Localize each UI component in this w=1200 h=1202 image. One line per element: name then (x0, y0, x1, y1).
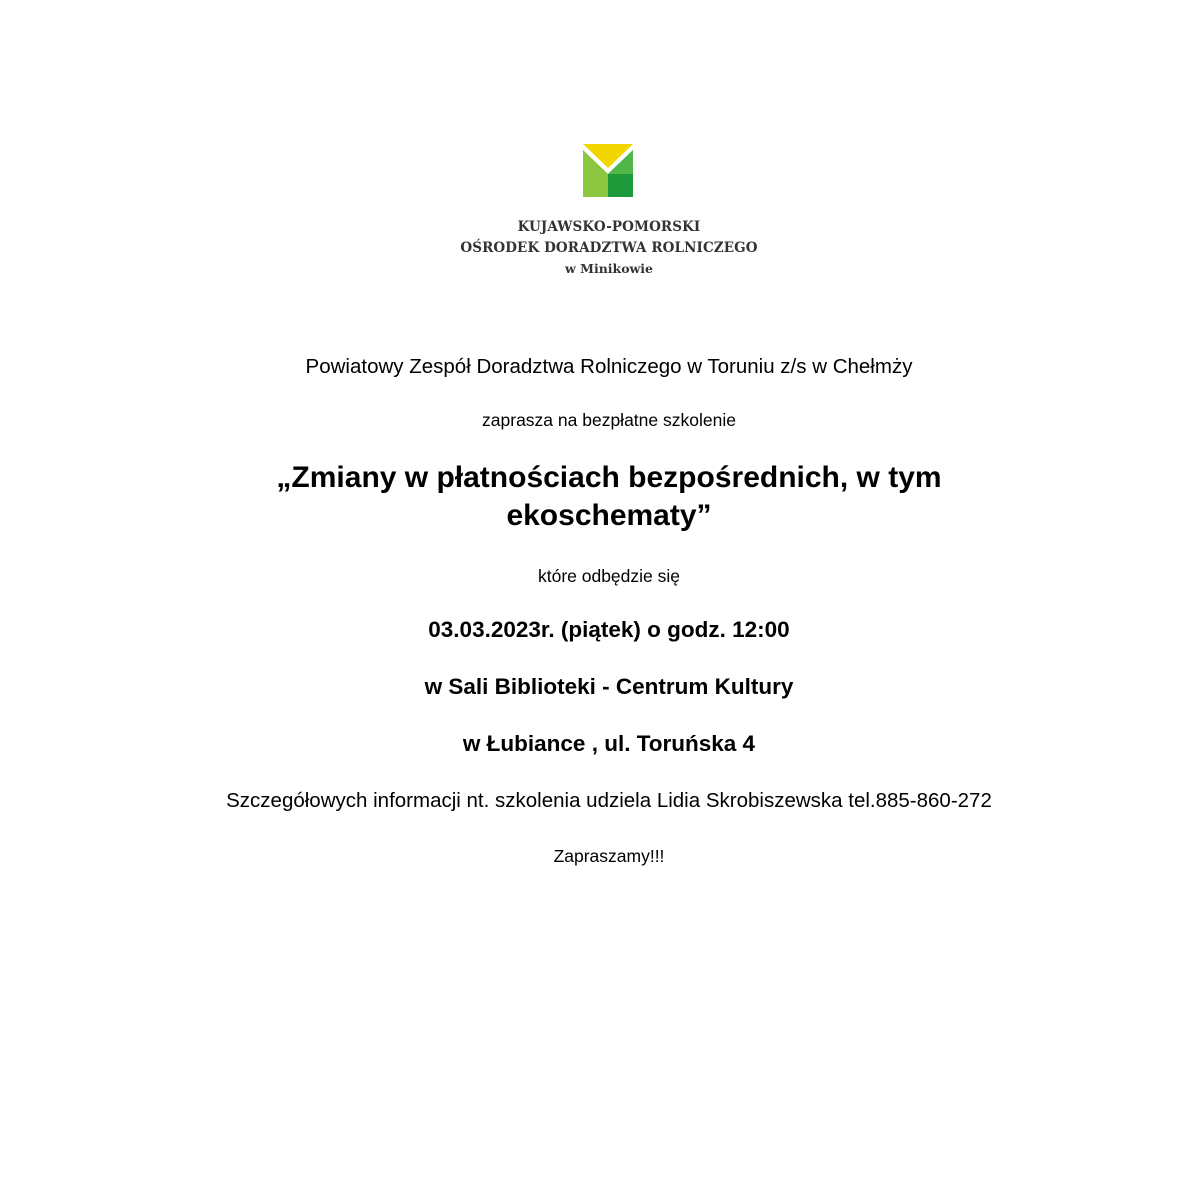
closing-text: Zapraszamy!!! (553, 846, 665, 866)
org-name-line1: KUJAWSKO-POMORSKI (517, 219, 701, 235)
event-venue: w Sali Biblioteki - Centrum Kultury (424, 674, 794, 699)
training-title-line1: „Zmiany w płatnościach bezpośrednich, w tym (276, 461, 942, 494)
invitation-text: zaprasza na bezpłatne szkolenie (482, 410, 736, 430)
training-title-line2: ekoschematy” (506, 499, 712, 532)
event-intro-text: które odbędzie się (537, 566, 681, 586)
kpodr-logo-icon (583, 144, 633, 197)
organizer-team: Powiatowy Zespół Doradztwa Rolniczego w Toruniu z/s w Chełmży (305, 355, 913, 378)
org-name-line2: OŚRODEK DORADZTWA ROLNICZEGO (460, 240, 758, 256)
contact-info: Szczegółowych informacji nt. szkolenia udziela Lidia Skrobiszewska tel.885-860-272 (226, 789, 992, 812)
event-date: 03.03.2023r. (piątek) o godz. 12:00 (428, 617, 790, 642)
event-address: w Łubiance , ul. Toruńska 4 (462, 731, 756, 756)
org-name-line3: w Minikowie (565, 261, 653, 276)
